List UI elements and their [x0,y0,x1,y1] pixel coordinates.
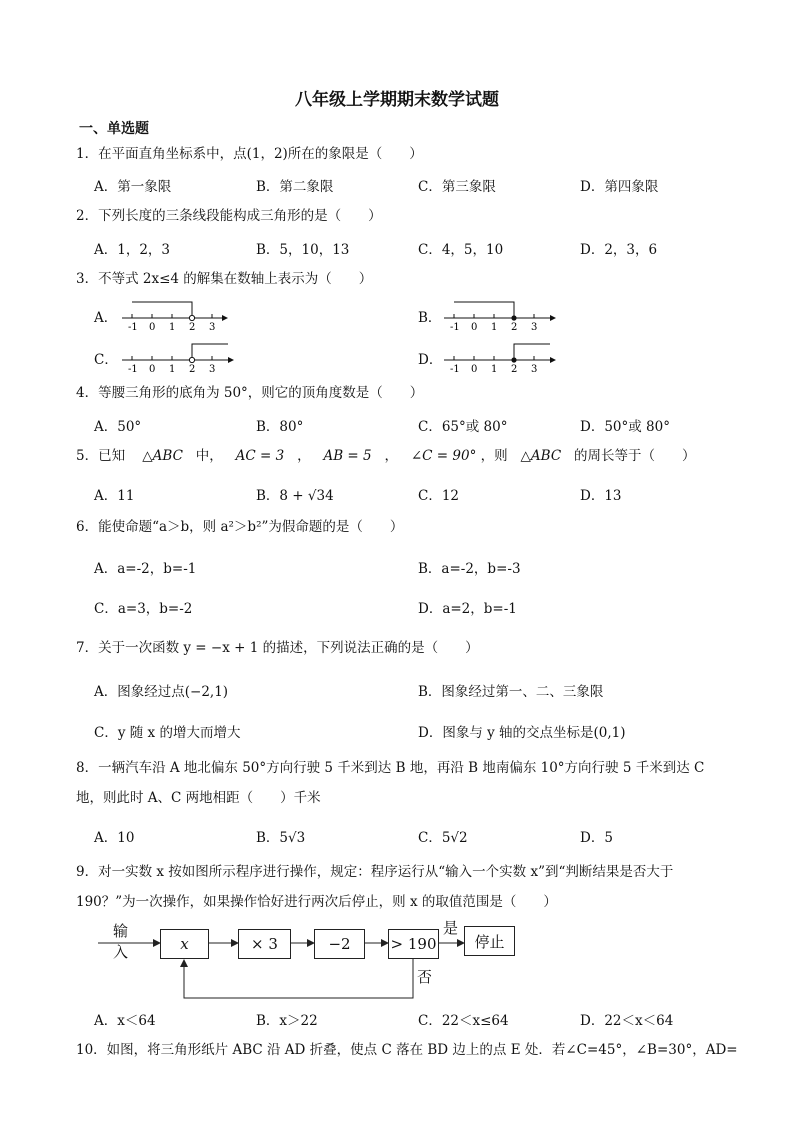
q7-option-a: A．图象经过点(−2,1) [94,684,229,700]
question-7-stem: 7．关于一次函数 y = −x + 1 的描述，下列说法正确的是（ ） [76,640,479,656]
q7-option-b: B．图象经过第一、二、三象限 [418,684,604,700]
q7-option-c: C．y 随 x 的增大而增大 [94,725,241,741]
q9-option-c: C．22＜x≤64 [418,1013,509,1029]
q1-option-d: D．第四象限 [580,179,659,195]
q6-option-c: C．a=3，b=-2 [94,601,193,617]
tick-label: 0 [149,364,156,374]
tick-label: 1 [491,322,498,332]
q2-option-d: D．2，3，6 [580,242,658,258]
q5-triangle: △ABC [520,448,562,464]
q3-option-d: D． [418,352,443,368]
q5-option-c: C．12 [418,488,460,504]
tick-label: -1 [450,364,460,374]
q5-condition-angle: ∠C = 90° [410,448,477,464]
q2-option-c: C．4，5，10 [418,242,504,258]
tick-label: 1 [169,364,176,374]
tick-label: 0 [149,322,156,332]
q6-option-d: D．a=2，b=-1 [418,601,517,617]
question-5-stem: 5．已知 △ABC 中， AC = 3 ， AB = 5 ， ∠C = 90° ，则 △ABC 的周长等于（ ） [76,448,696,464]
question-2-stem: 2．下列长度的三条线段能构成三角形的是（ ） [76,208,382,224]
section-heading: 一、单选题 [79,121,149,137]
tick-label: 2 [511,364,518,374]
page-title: 八年级上学期期末数学试题 [295,90,499,110]
tick-label: 1 [169,322,176,332]
flow-box-times3: × 3 [238,929,291,959]
tick-label: 3 [209,322,216,332]
q4-option-a: A．50° [94,419,142,435]
flow-box-x: x [160,929,209,959]
q5-option-b: B．8 + √34 [256,488,334,504]
q5-stem-part: ，则 [480,448,508,464]
q4-option-c: C．65°或 80° [418,419,508,435]
question-8-line-2: 地，则此时 A、C 两地相距（ ）千米 [76,790,321,806]
q4-option-d: D．50°或 80° [580,419,670,435]
flow-no-label: 否 [417,968,433,986]
tick-label: 0 [471,322,478,332]
tick-label: 2 [189,322,196,332]
q6-option-a: A．a=-2，b=-1 [94,561,197,577]
tick-label: 2 [511,322,518,332]
q4-option-b: B．80° [256,419,304,435]
q5-condition-ac: AC = 3 [235,448,285,464]
q8-option-d: D．5 [580,830,613,846]
q7-option-d: D．图象与 y 轴的交点坐标是(0,1) [418,725,626,741]
question-3-stem: 3．不等式 2x≤4 的解集在数轴上表示为（ ） [76,271,373,287]
flow-box-minus2: −2 [314,929,365,959]
q1-option-c: C．第三象限 [418,179,496,195]
q1-option-a: A．第一象限 [94,179,172,195]
flow-input-label: 输入 [113,922,129,961]
tick-label: -1 [128,364,138,374]
q2-option-a: A．1，2，3 [94,242,171,258]
tick-label: 3 [209,364,216,374]
tick-label: 1 [491,364,498,374]
question-9-line-1: 9．对一实数 x 按如图所示程序进行操作，规定：程序运行从“输入一个实数 x”到“判断结果是否大于 [76,864,674,880]
question-10-line-1: 10．如图，将三角形纸片 ABC 沿 AD 折叠，使点 C 落在 BD 边上的点 E 处．若∠C=45°，∠B=30°，AD= [76,1042,738,1058]
q5-condition-ab: AB = 5 [323,448,372,464]
q1-option-b: B．第二象限 [256,179,334,195]
tick-label: -1 [450,322,460,332]
q5-option-a: A．11 [94,488,135,504]
q5-stem-part: 5．已知 [76,448,126,464]
question-6-stem: 6．能使命题“a＞b，则 a²＞b²”为假命题的是（ ） [76,519,404,535]
q9-option-d: D．22＜x＜64 [580,1013,674,1029]
q8-option-c: C．5√2 [418,830,468,846]
q9-option-a: A．x＜64 [94,1013,156,1029]
q8-option-b: B．5√3 [256,830,306,846]
q3-option-b: B． [418,310,442,326]
flow-box-gt190: > 190 [388,929,439,959]
question-9-line-2: 190？”为一次操作，如果操作恰好进行两次后停止，则 x 的取值范围是（ ） [76,894,557,910]
q8-option-a: A．10 [94,830,135,846]
question-1-stem: 1．在平面直角坐标系中，点(1，2)所在的象限是（ ） [76,146,423,162]
tick-label: 3 [531,364,538,374]
q6-option-b: B．a=-2，b=-3 [418,561,521,577]
q5-triangle: △ABC [142,448,183,464]
q3-option-c: C． [94,352,118,368]
flow-box-stop: 停止 [464,926,515,956]
q3-option-a: A． [94,310,118,326]
q5-stem-part: 的周长等于（ ） [574,448,696,464]
q9-option-b: B．x＞22 [256,1013,318,1029]
q2-option-b: B．5，10，13 [256,242,350,258]
tick-label: 0 [471,364,478,374]
question-4-stem: 4．等腰三角形的底角为 50°，则它的顶角度数是（ ） [76,385,424,401]
question-8-line-1: 8．一辆汽车沿 A 地北偏东 50°方向行驶 5 千米到达 B 地，再沿 B 地南偏东 10°方向行驶 5 千米到达 C [76,760,705,776]
q5-stem-part: 中， [195,448,223,464]
q5-option-d: D．13 [580,488,622,504]
flow-yes-label: 是 [443,919,459,937]
tick-label: 2 [189,364,196,374]
tick-label: -1 [128,322,138,332]
tick-label: 3 [531,322,538,332]
